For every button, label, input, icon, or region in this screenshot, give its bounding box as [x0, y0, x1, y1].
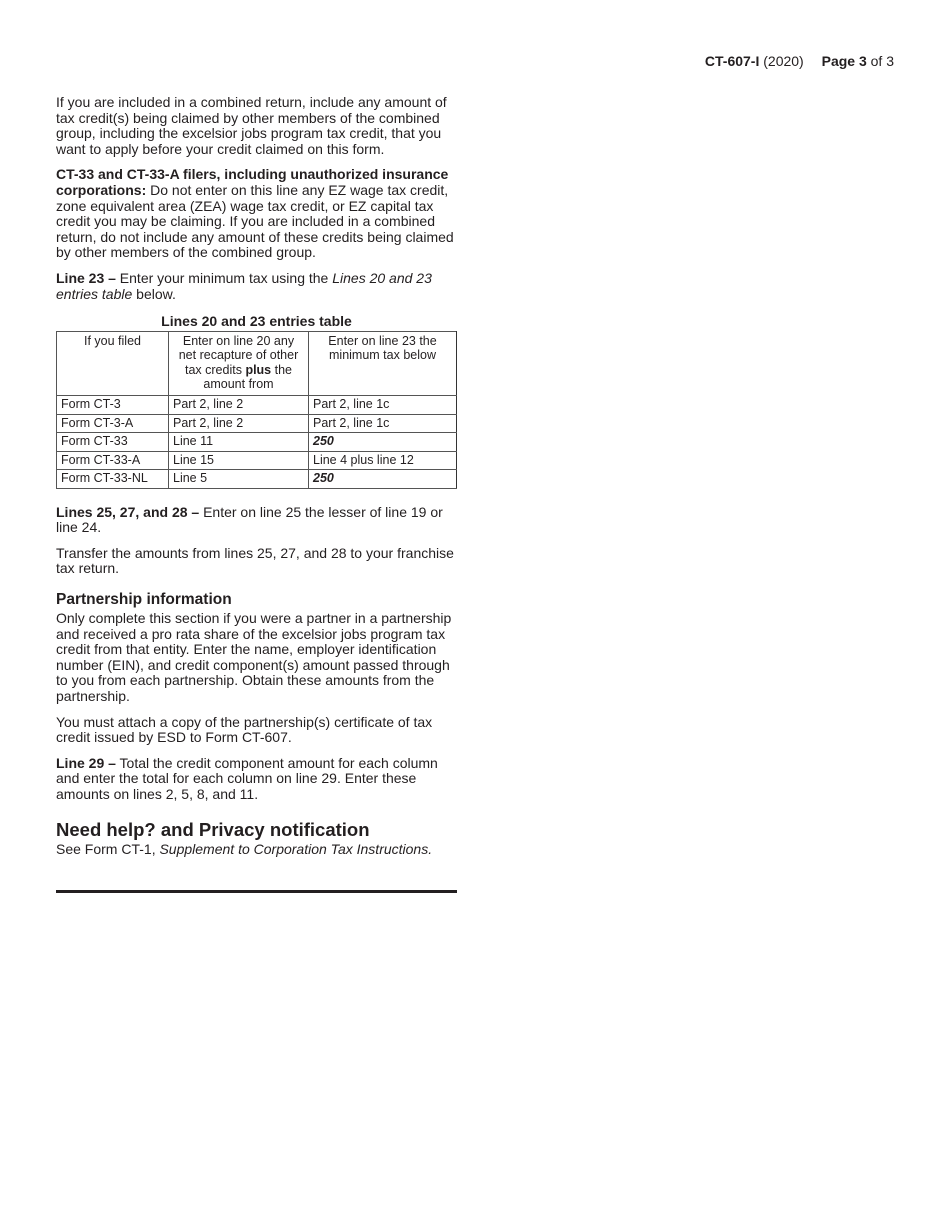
page-total: of 3 [870, 53, 894, 69]
ct33-filers-paragraph [56, 167, 457, 261]
table-header-row [57, 332, 457, 396]
form-year: (2020) [763, 53, 804, 69]
line23-table-ref: Lines 20 and 23 entries table [56, 269, 432, 302]
cell-line23: 250 [309, 433, 457, 452]
instructions-column [56, 95, 457, 867]
entries-table-title: Lines 20 and 23 entries table [161, 313, 352, 330]
page-header [705, 53, 894, 70]
help-heading: Need help? and Privacy notification [56, 818, 370, 840]
header-line20 [169, 332, 309, 396]
line23-lead: Line 23 – [56, 269, 116, 286]
cell-line23: Line 4 plus line 12 [309, 451, 457, 470]
page-number: Page 3 [821, 53, 867, 69]
cell-form: Form CT-3-A [57, 414, 169, 433]
cell-line20: Part 2, line 2 [169, 414, 309, 433]
line29-lead: Line 29 – [56, 754, 116, 771]
table-row [57, 414, 457, 433]
partnership-paragraph: Only complete this section if you were a partner in a partnership and received a pro rata share of the excelsior jobs program tax credit from that entity. Enter the name, employer identification number (EIN), and credit component(s) amount passed through to you from each partnership. Obtain these amounts from the partnership. [56, 610, 452, 704]
header-line23: Enter on line 23 the minimum tax below [309, 332, 457, 396]
end-rule-divider [56, 890, 457, 893]
lines25-paragraph [56, 505, 457, 536]
table-row [57, 451, 457, 470]
attach-paragraph: You must attach a copy of the partnership(s) certificate of tax credit issued by ESD to Form CT-607. [56, 713, 433, 746]
ct33-lead: CT-33 and CT-33-A filers, including unauthorized insurance corporations: [56, 166, 449, 198]
help-supplement-ref: Supplement to Corporation Tax Instructions. [159, 840, 433, 857]
cell-line23: Part 2, line 1c [309, 414, 457, 433]
cell-form: Form CT-33 [57, 433, 169, 452]
cell-line20: Line 5 [169, 470, 309, 489]
cell-line20: Line 11 [169, 433, 309, 452]
partnership-heading: Partnership information [56, 591, 232, 608]
cell-line23: Part 2, line 1c [309, 396, 457, 415]
cell-form: Form CT-33-A [57, 451, 169, 470]
transfer-paragraph: Transfer the amounts from lines 25, 27, and 28 to your franchise tax return. [56, 544, 454, 577]
header-line20-tail: the amount from [203, 362, 292, 391]
header-line20-plus: plus [245, 362, 272, 377]
cell-line20: Part 2, line 2 [169, 396, 309, 415]
cell-line20: Line 15 [169, 451, 309, 470]
help-paragraph [56, 842, 457, 858]
line23-tail: below. [132, 285, 176, 302]
help-body: See Form CT-1, [56, 840, 160, 857]
cell-form: Form CT-33-NL [57, 470, 169, 489]
form-id: CT-607-I [704, 53, 760, 69]
table-row [57, 470, 457, 489]
cell-form: Form CT-3 [57, 396, 169, 415]
lines25-lead: Lines 25, 27, and 28 – [56, 503, 200, 520]
line29-body: Total the credit component amount for each column and enter the total for each column on line 29. Enter these amounts on lines 2, 5, 8, and 11. [56, 754, 438, 802]
entries-table [56, 331, 457, 489]
table-row [57, 433, 457, 452]
table-row [57, 396, 457, 415]
line23-body: Enter your minimum tax using the [115, 269, 333, 286]
lines25-body: Enter on line 25 the lesser of line 19 or line 24. [56, 503, 443, 536]
combined-return-paragraph: If you are included in a combined return, include any amount of tax credit(s) being claimed by other members of the combined group, including the excelsior jobs program tax credit, that you want to apply before your credit claimed on this form. [56, 94, 447, 157]
ct33-body: Do not enter on this line any EZ wage tax credit, zone equivalent area (ZEA) wage tax credit, or EZ capital tax credit you may be claiming. If you are included in a combined return, do not include any amount of these credits being claimed by other members of the combined group. [56, 181, 454, 261]
header-line20-text: Enter on line 20 any net recapture of other tax credits [178, 334, 299, 377]
line29-paragraph [56, 756, 457, 803]
line23-paragraph [56, 271, 457, 302]
header-if-you-filed: If you filed [57, 332, 169, 396]
cell-line23: 250 [309, 470, 457, 489]
